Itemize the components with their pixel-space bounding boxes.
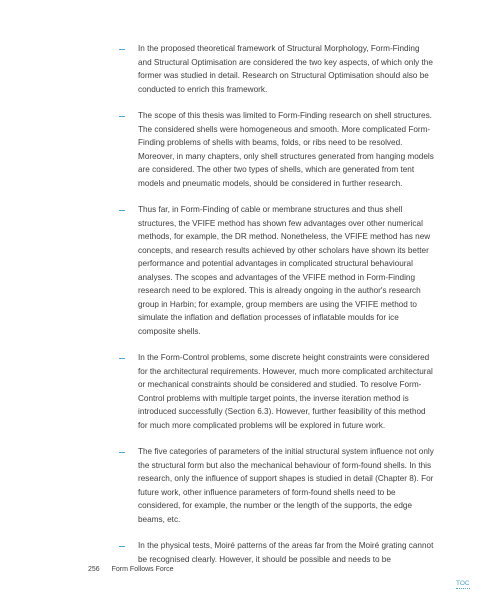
bullet-dash-icon <box>119 210 125 211</box>
list-item <box>116 539 434 566</box>
list-item-text: In the proposed theoretical framework of Structural Morphology, Form-Finding and Structural Optimisation are considered the two key aspects, of which only the former was studied in detail. Research on Structural Optimisation should also be conducted to enrich this framework. <box>138 44 433 94</box>
bullet-dash-icon <box>119 358 125 359</box>
list-item-text: The scope of this thesis was limited to Form-Finding research on shell structures. The considered shells were homogeneous and smooth. More complicated Form-Finding problems of shells with beams, folds, or ribs need to be resolved. Moreover, in many chapters, only shell structures generated from hanging models are considered. The other two types of shells, which are generated from tent models and pneumatic models, should be considered in further research. <box>138 111 434 188</box>
bullet-dash-icon <box>119 116 125 117</box>
bullet-dash-icon <box>119 546 125 547</box>
running-title: Form Follows Force <box>111 566 174 573</box>
page-number: 256 <box>88 566 100 573</box>
list-item <box>116 445 434 526</box>
bullet-dash-icon <box>119 452 125 453</box>
bullet-dash-icon <box>119 49 125 50</box>
page-footer <box>88 566 173 573</box>
list-item <box>116 109 434 190</box>
list-item <box>116 42 434 96</box>
list-item <box>116 203 434 338</box>
list-item-text: The five categories of parameters of the initial structural system influence not only the structural form but also the mechanical behaviour of form-found shells. In this research, only the influence of support shapes is studied in detail (Chapter 8). For future work, other influence parameters of form-found shells need to be considered, for example, the number or the length of the supports, the edge beams, etc. <box>138 447 434 524</box>
toc-link[interactable]: TOC <box>456 580 470 587</box>
list-item <box>116 351 434 432</box>
recommendations-list <box>116 42 434 579</box>
list-item-text: Thus far, in Form-Finding of cable or membrane structures and thus shell structures, the VFIFE method has shown few advantages over other numerical methods, for example, the DR method. Nonetheless, the VFIFE method has new concepts, and research results achieved by other scholars have shown its better performance and potential advantages in complicated structural behavioural analyses. The scopes and advantages of the VFIFE method in Form-Finding research need to be explored. This is already ongoing in the author's research group in Harbin; for example, group members are using the VFIFE method to simulate the inflation and deflation processes of inflatable moulds for ice composite shells. <box>138 205 431 336</box>
list-item-text: In the Form-Control problems, some discrete height constraints were considered for the architectural requirements. However, much more complicated architectural or mechanical constraints should be considered and studied. To resolve Form-Control problems with multiple target points, the inverse iteration method is introduced successfully (Section 6.3). However, further feasibility of this method for much more complicated problems will be explored in future work. <box>138 353 433 430</box>
list-item-text: In the physical tests, Moiré patterns of the areas far from the Moiré grating cannot be recognised clearly. However, it should be possible and needs to be <box>138 541 434 564</box>
